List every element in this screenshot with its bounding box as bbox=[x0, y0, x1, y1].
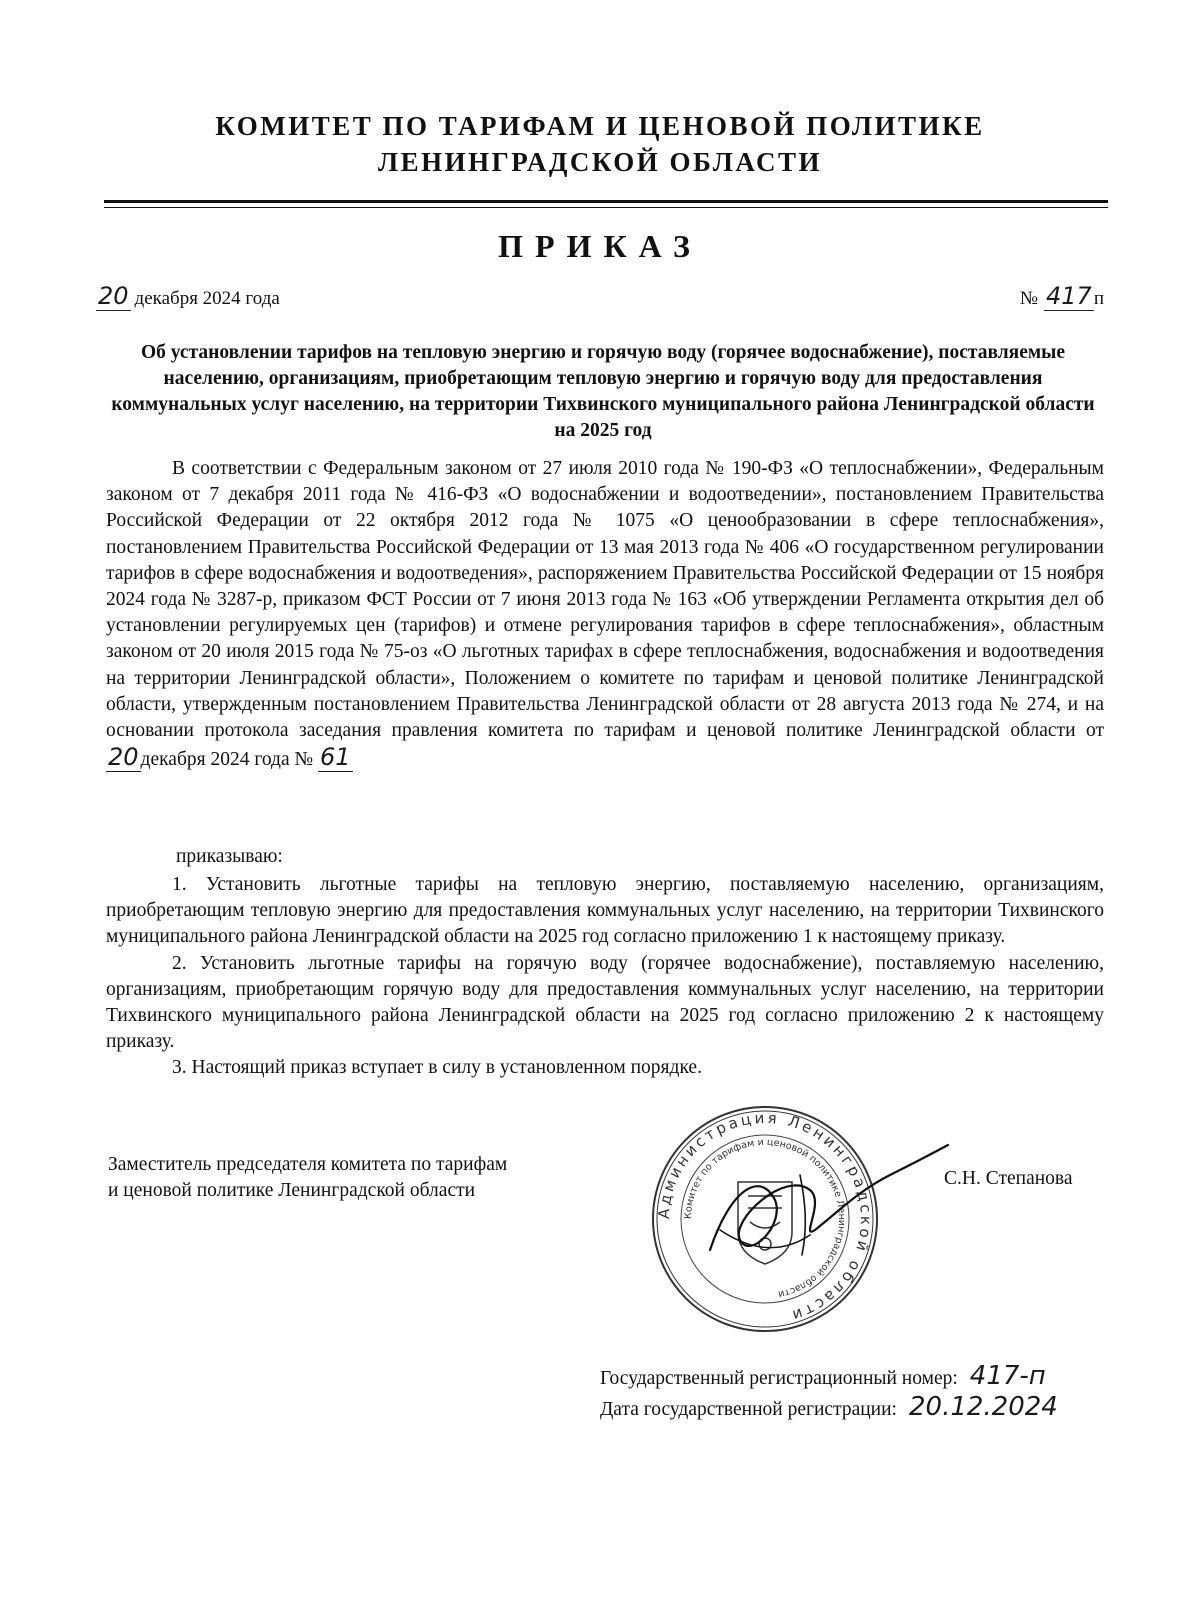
signatory-position bbox=[108, 1152, 507, 1204]
preamble-text: В соответствии с Федеральным законом от 27 июля 2010 года № 190-ФЗ «О теплоснабжении», Федеральным законом от 7 декабря 2011 года № 416-ФЗ «О водоснабжении и водоотведении», постановлением Правительства Российской Федерации от 22 октября 2012 года № 1075 «О ценообразовании в сфере теплоснабжения», постановлением Правительства Российской Федерации от 13 мая 2013 года № 406 «О государственном регулировании тарифов в сфере водоснабжения и водоотведения», распоряжением Правительства Российской Федерации от 15 ноября 2024 года № 3287-р, приказом ФСТ России от 7 июня 2013 года № 163 «Об утверждении Регламента открытия дел об установлении регулируемых цен (тарифов) и отмене регулирования тарифов в сфере теплоснабжения», областным законом от 20 июля 2015 года № 75-оз «О льготных тарифах в сфере теплоснабжения, водоснабжения и водоотведения на территории Ленинградской области», Положением о комитете по тарифам и ценовой политике Ленинградской области, утвержденным постановлением Правительства Ленинградской области от 28 августа 2013 года № 274, и на основании протокола заседания правления комитета по тарифам и ценовой политике Ленинградской области от bbox=[106, 458, 1104, 742]
header-rule-thick bbox=[104, 200, 1108, 203]
order-subject: Об установлении тарифов на тепловую энергию и горячую воду (горячее водоснабжение), поставляемые населению, организациям, приобретающим тепловую энергию и горячую воду для предоставления коммунальных услуг населению, на территории Тихвинского муниципального района Ленинградской области на 2025 год bbox=[111, 342, 1095, 441]
registration-date-row bbox=[600, 1393, 1058, 1424]
protocol-number-handwritten: 61 bbox=[319, 743, 351, 772]
protocol-day-handwritten: 20 bbox=[108, 743, 139, 772]
order-item-2: 2. Установить льготные тарифы на горячую воду (горячее водоснабжение), поставляемую населению, организациям, приобретающим горячую воду для предоставления коммунальных услуг населению, на территории Тихвинского муниципального района Ленинградской области на 2025 год согласно приложению 2 к настоящему приказу. bbox=[106, 952, 1104, 1053]
order-item-1: 1. Установить льготные тарифы на тепловую энергию, поставляемую населению, организациям, приобретающим тепловую энергию для предоставления коммунальных услуг населению, на территории Тихвинского муниципального района Ленинградской области на 2025 год согласно приложению 1 к настоящему приказу. bbox=[106, 874, 1104, 948]
issuer-header bbox=[0, 108, 1200, 180]
issuer-line-2: ЛЕНИНГРАДСКОЙ ОБЛАСТИ bbox=[377, 147, 823, 177]
order-word: приказываю: bbox=[176, 846, 283, 867]
header-rule-thin bbox=[104, 207, 1108, 208]
issuer-line-1: КОМИТЕТ ПО ТАРИФАМ И ЦЕНОВОЙ ПОЛИТИКЕ bbox=[215, 111, 985, 141]
signatory-position-line-1: Заместитель председателя комитета по тарифам bbox=[108, 1154, 508, 1175]
registration-date-label: Дата государственной регистрации: bbox=[600, 1399, 897, 1420]
seal-outer-text: Администрация Ленинградской области bbox=[654, 1108, 876, 1326]
signatory-name: С.Н. Степанова bbox=[944, 1168, 1073, 1189]
number-prefix: № bbox=[1019, 288, 1039, 309]
order-number bbox=[1020, 282, 1104, 311]
protocol-mid: декабря 2024 года № bbox=[140, 749, 314, 771]
seal-inner-text: Комитет по тарифам и ценовой политике Ленинградской области bbox=[682, 1136, 848, 1300]
order-title: ПРИКАЗ bbox=[498, 228, 702, 264]
date-day-handwritten: 20 bbox=[98, 282, 129, 310]
registration-date-value: 20.12.2024 bbox=[908, 1392, 1058, 1422]
preamble-paragraph bbox=[106, 456, 1104, 773]
order-items bbox=[106, 872, 1104, 1082]
signatory-position-line-2: и ценовой политике Ленинградской области bbox=[108, 1180, 476, 1201]
registration-number-row bbox=[600, 1362, 1058, 1393]
registration-block bbox=[600, 1362, 1058, 1424]
number-suffix: п bbox=[1093, 288, 1104, 309]
order-item-3: 3. Настоящий приказ вступает в силу в установленном порядке. bbox=[172, 1057, 702, 1079]
date-rest: декабря 2024 года bbox=[134, 288, 280, 309]
order-date bbox=[96, 282, 280, 311]
registration-number-value: 417-п bbox=[969, 1361, 1046, 1391]
handwritten-signature bbox=[690, 1130, 950, 1280]
number-handwritten: 417 bbox=[1046, 282, 1092, 310]
registration-number-label: Государственный регистрационный номер: bbox=[600, 1368, 958, 1389]
